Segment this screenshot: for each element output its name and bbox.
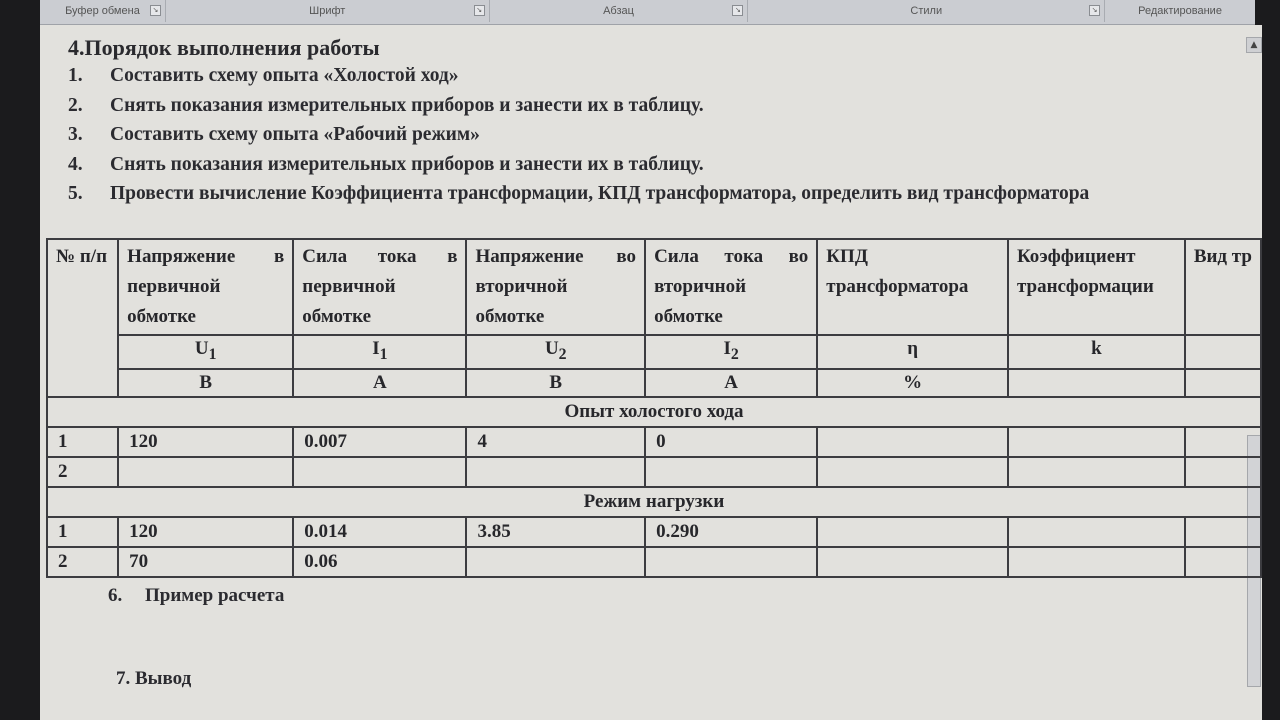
unit-cell: [1008, 369, 1185, 397]
step-number: 5.: [68, 183, 83, 205]
ribbon-group-editing[interactable]: [1105, 0, 1255, 22]
scroll-up-icon[interactable]: ▲: [1246, 37, 1262, 53]
header-cell: Коэффициент трансформации: [1008, 239, 1185, 335]
symbol-cell: [118, 335, 293, 369]
table-symbol-row: [47, 335, 1261, 369]
step-text: Составить схему опыта «Холостой ход»: [110, 65, 459, 86]
table-cell[interactable]: 4: [466, 427, 645, 457]
unit-cell: В: [118, 369, 293, 397]
ribbon-group-label: Стили: [910, 5, 943, 17]
header-cell-number: № п/п: [47, 239, 118, 397]
symbol-subscript: 1: [208, 345, 217, 363]
step-number: 2.: [68, 94, 83, 116]
symbol-cell: η: [817, 335, 1008, 369]
symbol-cell: [466, 335, 645, 369]
table-cell[interactable]: [1008, 517, 1185, 547]
step-text: Снять показания измерительных приборов и занести их в таблицу.: [110, 94, 704, 116]
step-7: 7. Вывод: [116, 668, 192, 689]
step-text: Пример расчета: [145, 585, 285, 606]
symbol-cell: k: [1008, 335, 1185, 369]
table-cell[interactable]: [1185, 547, 1261, 577]
step-text: Составить схему опыта «Рабочий режим»: [110, 124, 480, 146]
section-title: Режим нагрузки: [47, 487, 1261, 517]
table-row: [47, 517, 1261, 547]
unit-cell: А: [645, 369, 817, 397]
dialog-launcher-icon[interactable]: ↘: [1089, 5, 1100, 16]
table-cell[interactable]: [817, 547, 1008, 577]
table-cell[interactable]: [1185, 427, 1261, 457]
step-number: 3.: [68, 124, 83, 146]
table-cell[interactable]: 1: [47, 517, 118, 547]
table-cell[interactable]: 3.85: [466, 517, 645, 547]
table-row: [47, 427, 1261, 457]
symbol-text: I: [723, 338, 731, 359]
table-cell[interactable]: 0.06: [293, 547, 466, 577]
unit-cell: %: [817, 369, 1008, 397]
step-number: 6.: [108, 585, 123, 606]
table-cell[interactable]: [817, 427, 1008, 457]
header-cell: Сила тока в первичной обмотке: [293, 239, 466, 335]
table-cell[interactable]: 0.007: [293, 427, 466, 457]
table-cell[interactable]: 120: [118, 517, 293, 547]
ribbon-group-styles[interactable]: [748, 0, 1105, 22]
table-cell[interactable]: [1008, 427, 1185, 457]
table-cell[interactable]: [1008, 547, 1185, 577]
section-title: Опыт холостого хода: [47, 397, 1261, 427]
table-cell[interactable]: 2: [47, 547, 118, 577]
table-row: [47, 547, 1261, 577]
symbol-cell: [645, 335, 817, 369]
table-cell[interactable]: [118, 457, 293, 487]
measurements-table: [46, 238, 1262, 578]
symbol-subscript: 2: [558, 345, 567, 363]
table-cell[interactable]: [1185, 457, 1261, 487]
table-cell[interactable]: [466, 457, 645, 487]
ribbon-group-paragraph[interactable]: [490, 0, 749, 22]
table-cell[interactable]: 0.014: [293, 517, 466, 547]
symbol-subscript: 1: [379, 345, 388, 363]
header-cell: Напряжение во вторичной обмотке: [466, 239, 645, 335]
table-header-row: [47, 239, 1261, 335]
header-cell: КПД трансформатора: [817, 239, 1008, 335]
table-cell[interactable]: 0: [645, 427, 817, 457]
step-number: 1.: [68, 65, 83, 86]
ribbon-group-label: Абзац: [603, 5, 634, 17]
table-cell[interactable]: [1185, 517, 1261, 547]
header-cell: Сила тока во вторичной обмотке: [645, 239, 817, 335]
table-cell[interactable]: [466, 547, 645, 577]
section-row: [47, 397, 1261, 427]
step-text: Провести вычисление Коэффициента трансформации, КПД трансформатора, определить вид трансформатора: [110, 183, 1090, 205]
table-cell[interactable]: [645, 457, 817, 487]
table-cell[interactable]: 2: [47, 457, 118, 487]
section-row: [47, 487, 1261, 517]
unit-cell: [1185, 369, 1261, 397]
section-heading: 4.Порядок выполнения работы: [68, 35, 380, 60]
symbol-text: I: [372, 338, 380, 359]
dialog-launcher-icon[interactable]: ↘: [732, 5, 743, 16]
ribbon-group-label: Буфер обмена: [65, 5, 140, 17]
table-cell[interactable]: [1008, 457, 1185, 487]
ribbon-group-label: Шрифт: [309, 5, 346, 17]
step-6: [108, 585, 284, 607]
ribbon-group-font[interactable]: [166, 0, 490, 22]
symbol-cell: [1185, 335, 1261, 369]
ribbon: [40, 0, 1255, 25]
symbol-subscript: 2: [730, 345, 739, 363]
table-cell[interactable]: [645, 547, 817, 577]
document-page[interactable]: [40, 25, 1262, 720]
table-row: [47, 457, 1261, 487]
ribbon-group-clipboard[interactable]: [40, 0, 166, 22]
dialog-launcher-icon[interactable]: ↘: [474, 5, 485, 16]
ribbon-group-label: Редактирование: [1138, 5, 1222, 17]
step-text: Снять показания измерительных приборов и занести их в таблицу.: [110, 153, 704, 175]
symbol-text: U: [544, 338, 559, 359]
table-cell[interactable]: [817, 517, 1008, 547]
table-cell[interactable]: 0.290: [645, 517, 817, 547]
step-number: 4.: [68, 153, 83, 175]
unit-cell: В: [466, 369, 645, 397]
table-cell[interactable]: 120: [118, 427, 293, 457]
table-unit-row: [47, 369, 1261, 397]
header-cell: Вид тр: [1185, 239, 1261, 335]
table-cell[interactable]: 70: [118, 547, 293, 577]
unit-cell: А: [293, 369, 466, 397]
dialog-launcher-icon[interactable]: ↘: [150, 5, 161, 16]
symbol-text: U: [194, 338, 209, 359]
header-cell: Напряжение в первичной обмотке: [118, 239, 293, 335]
table-cell[interactable]: [293, 457, 466, 487]
table-cell[interactable]: 1: [47, 427, 118, 457]
symbol-cell: [293, 335, 466, 369]
table-cell[interactable]: [817, 457, 1008, 487]
